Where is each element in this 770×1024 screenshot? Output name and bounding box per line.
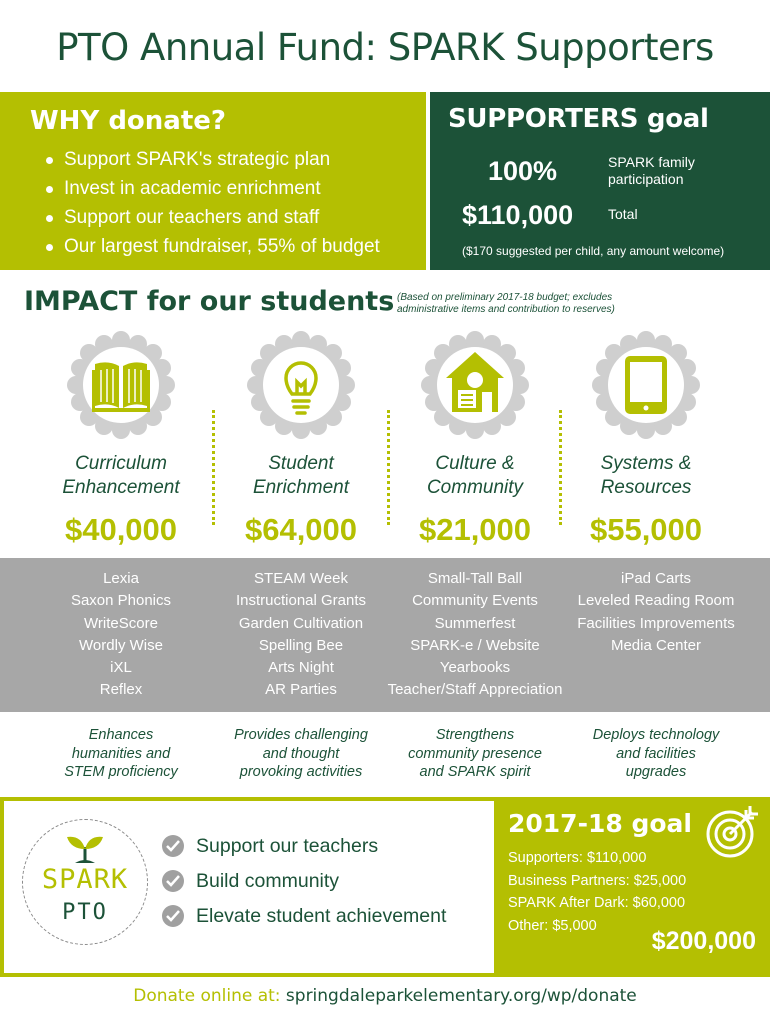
column-divider (387, 410, 390, 525)
book-icon (66, 330, 176, 440)
why-item: Support SPARK's strategic plan (46, 149, 380, 178)
list-item: Small-Tall Ball (427, 570, 523, 587)
item-list-curriculum (21, 568, 221, 702)
list-item: STEAM Week (254, 570, 348, 587)
column-divider (212, 410, 215, 525)
description-line: community presence (408, 745, 542, 762)
category-culture (385, 330, 565, 548)
logo-text-spark: SPARK (41, 864, 129, 895)
page-title: PTO Annual Fund: SPARK Supporters (56, 26, 714, 69)
why-list (46, 149, 380, 265)
category-badge (420, 330, 530, 440)
description-line: upgrades (625, 764, 687, 780)
list-item: Summerfest (434, 614, 516, 632)
category-badge (66, 330, 176, 440)
category-name (31, 452, 211, 504)
category-name-line: Culture & (435, 453, 515, 474)
category-name-line: Enrichment (252, 477, 350, 498)
description-line: STEM proficiency (64, 764, 178, 780)
list-item: Garden Cultivation (238, 614, 364, 632)
category-description (36, 726, 206, 782)
lightbulb-icon (246, 330, 356, 440)
description-line: and thought (262, 745, 340, 762)
supporters-goal-heading: SUPPORTERS goal (448, 104, 709, 134)
description-line: Enhances (88, 727, 154, 743)
description-line: humanities and (71, 745, 171, 762)
list-item: Media Center (610, 636, 702, 654)
list-item: Lexia (103, 570, 139, 587)
list-item: WriteScore (84, 614, 158, 632)
suggested-note: ($170 suggested per child, any amount welcome) (462, 244, 725, 258)
impact-note: (Based on preliminary 2017-18 budget; excludes administrative items and contribution to reserves) (397, 292, 615, 315)
category-name-line: Resources (600, 477, 692, 498)
category-description (216, 726, 386, 782)
donate-link[interactable]: springdaleparkelementary.org/wp/donate (285, 986, 637, 1006)
category-systems (556, 330, 736, 548)
category-name-line: Community (426, 477, 524, 498)
year-goal-total: $200,000 (651, 927, 756, 955)
impact-heading: IMPACT for our students (24, 286, 395, 317)
check-item (162, 902, 446, 937)
list-item: Teacher/Staff Appreciation (387, 681, 563, 699)
item-list-enrichment (201, 568, 401, 702)
list-item: Instructional Grants (235, 592, 367, 610)
category-description (571, 726, 741, 782)
category-amount: $64,000 (244, 512, 358, 547)
total-value: $110,000 (462, 200, 574, 230)
category-name (211, 452, 391, 504)
list-item: Reflex (99, 681, 143, 699)
supporters-goal-panel (430, 92, 770, 270)
column-divider (559, 410, 562, 525)
category-name-line: Systems & (600, 453, 692, 474)
checkmark-icon (162, 870, 184, 892)
checkmark-icon (162, 905, 184, 927)
category-badge (246, 330, 356, 440)
donate-footer (0, 986, 770, 1006)
goal-line: Other: $5,000 (508, 917, 597, 934)
category-name (556, 452, 736, 504)
check-item (162, 867, 446, 902)
sprout-icon (63, 833, 107, 865)
category-curriculum (31, 330, 211, 548)
item-list-culture (375, 568, 575, 702)
list-item: AR Parties (265, 681, 337, 699)
description-line: Deploys technology (592, 727, 720, 743)
category-amount: $55,000 (589, 512, 703, 547)
checkmark-icon (162, 835, 184, 857)
category-amount: $21,000 (418, 512, 532, 547)
category-name (385, 452, 565, 504)
category-name-line: Enhancement (62, 477, 180, 498)
category-amount: $40,000 (64, 512, 178, 547)
goal-line: SPARK After Dark: $60,000 (508, 895, 686, 911)
list-item: SPARK-e / Website (410, 636, 540, 654)
participation-value: 100% (488, 156, 558, 186)
year-goal-heading: 2017-18 goal (508, 809, 692, 838)
logo-text-pto: PTO (62, 900, 108, 925)
total-label: Total (608, 206, 638, 222)
goal-line: Supporters: $110,000 (508, 850, 647, 866)
tablet-icon (591, 330, 701, 440)
item-list-systems (556, 568, 756, 657)
list-item: Arts Night (268, 659, 334, 677)
why-item: Our largest fundraiser, 55% of budget (46, 236, 380, 265)
check-label: Support our teachers (196, 835, 379, 857)
category-badge (591, 330, 701, 440)
list-item: Community Events (412, 592, 538, 610)
goals-checklist (162, 832, 446, 937)
list-item: iPad Carts (620, 570, 692, 587)
list-item: Leveled Reading Room (577, 592, 735, 610)
check-label: Build community (196, 870, 340, 892)
description-line: Provides challenging (234, 727, 368, 743)
description-line: Strengthens (435, 727, 515, 743)
participation-label: SPARK family participation (608, 154, 695, 187)
description-line: provoking activities (239, 764, 363, 780)
donate-label: Donate online at: (133, 986, 286, 1006)
why-item: Support our teachers and staff (46, 207, 380, 236)
year-goal-lines (508, 847, 686, 937)
list-item: Spelling Bee (258, 636, 344, 654)
list-item: Wordly Wise (79, 636, 163, 654)
check-item (162, 832, 446, 867)
list-item: iXL (110, 659, 132, 677)
house-heart-icon (420, 330, 530, 440)
why-heading: WHY donate? (30, 106, 226, 136)
category-name-line: Curriculum (75, 453, 167, 474)
why-item: Invest in academic enrichment (46, 178, 380, 207)
category-name-line: Student (268, 453, 334, 474)
list-item: Saxon Phonics (70, 592, 172, 610)
target-icon (704, 804, 760, 860)
check-label: Elevate student achievement (196, 905, 447, 927)
goal-line: Business Partners: $25,000 (508, 872, 687, 889)
category-enrichment (211, 330, 391, 548)
why-donate-panel (0, 92, 426, 270)
list-item: Facilities Improvements (577, 614, 735, 632)
description-line: and SPARK spirit (419, 764, 531, 780)
description-line: and facilities (616, 745, 696, 762)
category-description (390, 726, 560, 782)
list-item: Yearbooks (439, 659, 511, 677)
